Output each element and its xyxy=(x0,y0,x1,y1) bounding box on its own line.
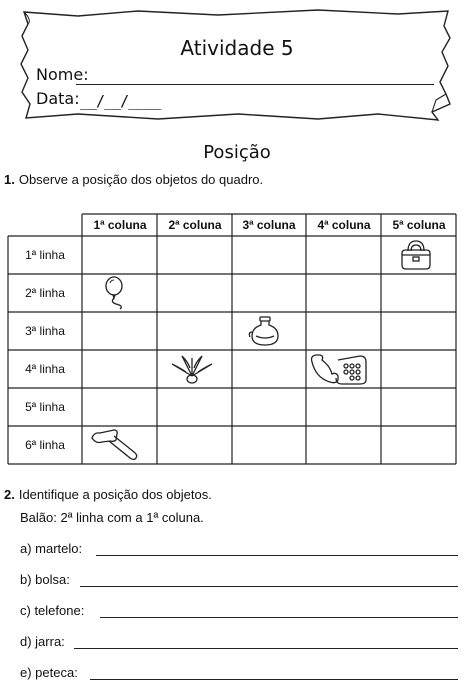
row-header-6: 6ª linha xyxy=(25,438,65,452)
date-label: Data: xyxy=(36,89,80,108)
balloon-icon xyxy=(102,276,132,310)
answer-line-e[interactable] xyxy=(90,679,458,680)
question-2-number: 2. xyxy=(4,487,15,502)
answer-line-b[interactable] xyxy=(80,586,458,587)
example-answer: Balão: 2ª linha com a 1ª coluna. xyxy=(20,510,204,525)
hammer-icon xyxy=(90,428,140,464)
answer-label-e: e) peteca: xyxy=(20,665,78,680)
question-1-number: 1. xyxy=(4,172,15,187)
row-header-3: 3ª linha xyxy=(25,324,65,338)
question-1-text: Observe a posição dos objetos do quadro. xyxy=(18,172,264,187)
answer-line-a[interactable] xyxy=(96,555,458,556)
answer-label-a: a) martelo: xyxy=(20,541,83,556)
column-header-3: 3ª coluna xyxy=(242,218,296,232)
answer-line-d[interactable] xyxy=(74,648,458,649)
name-field-line[interactable] xyxy=(76,84,434,85)
date-field-blanks[interactable]: __/__/____ xyxy=(80,92,161,110)
activity-title: Atividade 5 xyxy=(180,36,294,60)
question-1 xyxy=(4,172,263,187)
answer-label-b: b) bolsa: xyxy=(20,572,70,587)
column-header-4: 4ª coluna xyxy=(317,218,371,232)
shuttlecock-icon xyxy=(168,352,216,386)
row-header-2: 2ª linha xyxy=(25,286,65,300)
column-header-5: 5ª coluna xyxy=(392,218,446,232)
question-2 xyxy=(4,487,212,502)
bag-icon xyxy=(398,239,434,271)
question-2-text: Identifique a posição dos objetos. xyxy=(18,487,212,502)
jar-icon xyxy=(248,314,282,348)
telephone-icon xyxy=(308,352,370,386)
answer-label-c: c) telefone: xyxy=(20,603,85,618)
answer-line-c[interactable] xyxy=(100,617,458,618)
header-scroll xyxy=(18,8,456,122)
column-header-2: 2ª coluna xyxy=(168,218,222,232)
row-header-1: 1ª linha xyxy=(25,248,65,262)
answer-label-d: d) jarra: xyxy=(20,634,65,649)
row-header-4: 4ª linha xyxy=(25,362,65,376)
row-header-5: 5ª linha xyxy=(25,400,65,414)
name-label: Nome: xyxy=(36,65,89,84)
section-title: Posição xyxy=(203,142,271,163)
column-header-1: 1ª coluna xyxy=(93,218,147,232)
